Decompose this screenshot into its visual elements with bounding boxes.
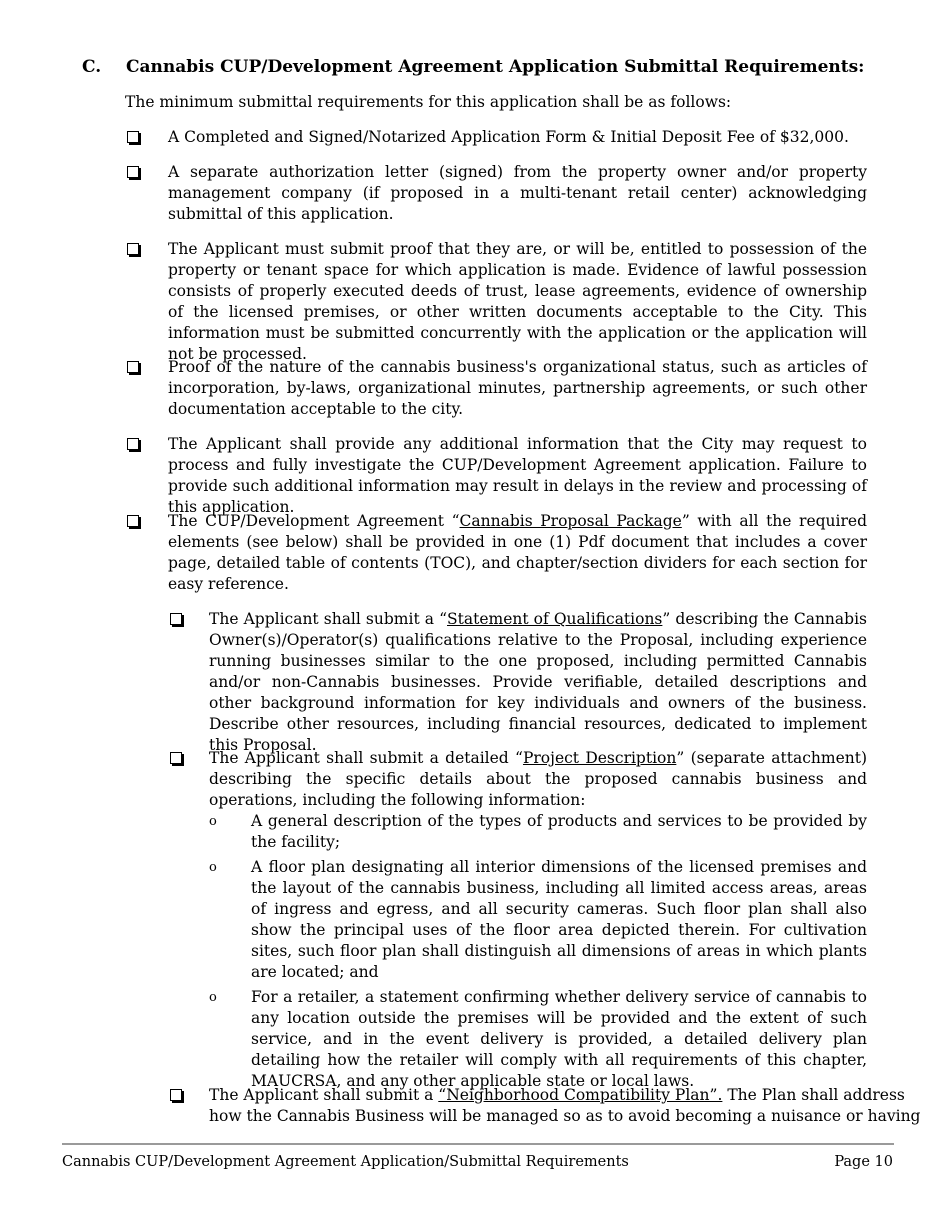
checkbox-icon — [127, 131, 139, 143]
sub-bullet-item — [209, 987, 867, 1092]
sub-checklist-item-qualifications — [167, 609, 867, 756]
section-title: Cannabis CUP/Development Agreement Application Submittal Requirements: — [126, 57, 865, 77]
checkbox-icon — [127, 515, 139, 527]
checklist-item-text: The Applicant shall submit a “Neighborhood Compatibility Plan”. The Plan shall address how the Cannabis Business will be managed so as to avoid becoming a nuisance or having — [209, 1086, 921, 1125]
section-heading — [82, 56, 882, 78]
checklist-item-text: The CUP/Development Agreement “Cannabis Proposal Package” with all the required elements (see below) shall be provided in one (1) Pdf document that includes a cover page, detailed table of contents (TOC), and chapter/section dividers for each section for easy reference. — [168, 512, 867, 593]
footer-divider — [62, 1143, 894, 1145]
checklist-item-text: Proof of the nature of the cannabis business's organizational status, such as articles of incorporation, by-laws, organizational minutes, partnership agreements, or such other documentation acceptable to the city. — [168, 358, 867, 418]
sub-bullet-item — [209, 811, 867, 853]
checkbox-icon — [170, 613, 182, 625]
section-letter: C. — [82, 57, 102, 77]
checkbox-icon — [127, 166, 139, 178]
checkbox-icon — [127, 438, 139, 450]
checklist-item-text: The Applicant shall submit a “Statement of Qualifications” describing the Cannabis Owner(s)/Operator(s) qualifications relative to the Proposal, including experience running businesses similar to the one proposed, including permitted Cannabis and/or non-Cannabis businesses. Provide verifiable, detailed descriptions and other background information for key individuals and owners of the business. Describe other resources, including financial resources, dedicated to implement this Proposal. — [209, 610, 867, 754]
circle-bullet-icon: o — [209, 990, 217, 1005]
checklist-item — [125, 162, 867, 225]
sub-bullet-text: A floor plan designating all interior dimensions of the licensed premises and the layout of the cannabis business, including all limited access areas, areas of ingress and egress, and all security cameras. Such floor plan shall also show the principal uses of the floor area depicted therein. For cultivation sites, such floor plan shall distinguish all dimensions of areas in which plants are located; and — [251, 858, 867, 981]
checklist-item-text: The Applicant must submit proof that they are, or will be, entitled to possession of the property or tenant space for which application is made. Evidence of lawful possession consists of properly executed deeds of trust, lease agreements, evidence of ownership of the licensed premises, or other written documents acceptable to the City. This information must be submitted concurrently with the application or the application will not be processed. — [168, 240, 867, 363]
qualifications-term: Statement of Qualifications — [447, 610, 663, 628]
neighborhood-plan-term: “Neighborhood Compatibility Plan”. — [438, 1086, 723, 1104]
checklist-item — [125, 434, 867, 518]
project-description-term: Project Description — [522, 749, 677, 767]
checkbox-icon — [127, 361, 139, 373]
checklist-item — [125, 239, 867, 365]
checkbox-icon — [170, 752, 182, 764]
checkbox-icon — [127, 243, 139, 255]
sub-bullet-text: A general description of the types of products and services to be provided by the facility; — [251, 812, 867, 851]
footer-page-number: Page 10 — [834, 1154, 893, 1170]
intro-text: The minimum submittal requirements for this application shall be as follows: — [125, 93, 732, 111]
checklist-item-text: The Applicant shall provide any additional information that the City may request to process and fully investigate the CUP/Development Agreement application. Failure to provide such additional information may result in delays in the review and processing of this application. — [168, 435, 867, 516]
circle-bullet-icon: o — [209, 860, 217, 875]
proposal-package-term: Cannabis Proposal Package — [459, 512, 682, 530]
checklist-item — [125, 127, 867, 148]
checkbox-icon — [170, 1089, 182, 1101]
checklist-item-text: A Completed and Signed/Notarized Application Form & Initial Deposit Fee of $32,000. — [168, 128, 849, 146]
sub-bullet-item — [209, 857, 867, 983]
sub-bullet-text: For a retailer, a statement confirming whether delivery service of cannabis to any location outside the premises will be provided and the extent of such service, and in the event delivery is provided, a detailed delivery plan detailing how the retailer will comply with all requirements of this chapter, MAUCRSA, and any other applicable state or local laws. — [251, 988, 867, 1090]
circle-bullet-icon: o — [209, 814, 217, 829]
checklist-item-text: A separate authorization letter (signed) from the property owner and/or property management company (if proposed in a multi-tenant retail center) acknowledging submittal of this application. — [168, 163, 867, 223]
checklist-item-text: The Applicant shall submit a detailed “Project Description” (separate attachment) describing the specific details about the proposed cannabis business and operations, including the following information: — [209, 749, 868, 809]
footer-document-title: Cannabis CUP/Development Agreement Application/Submittal Requirements — [62, 1154, 629, 1170]
checklist-item-package — [125, 511, 867, 595]
sub-checklist-item-project — [167, 748, 867, 1092]
sub-checklist-item-neighborhood — [167, 1085, 921, 1127]
checklist-item — [125, 357, 867, 420]
